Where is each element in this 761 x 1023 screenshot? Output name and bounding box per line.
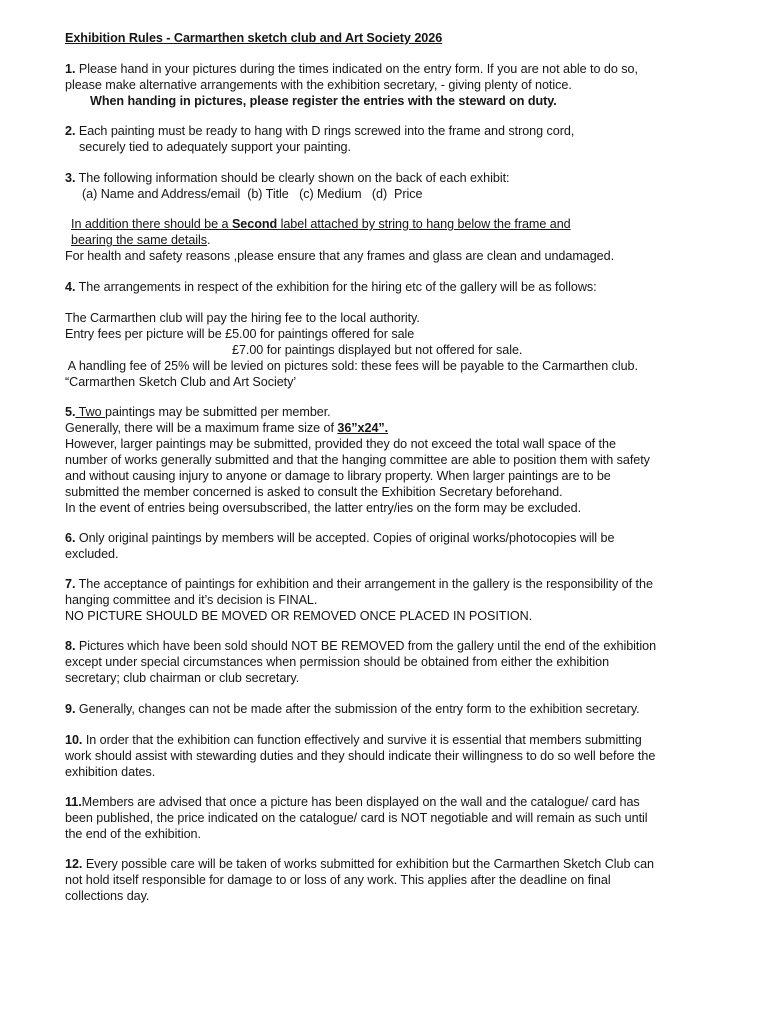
rule-number: 1. <box>65 62 76 76</box>
rule-text: the end of the exhibition. <box>65 827 201 841</box>
rule-number: 11. <box>65 795 82 809</box>
rule-text: Only original paintings by members will be accepted. Copies of original works/photocopies will be <box>78 531 615 545</box>
rule-text: paintings may be submitted per member. <box>105 405 331 419</box>
label-requirements: (a) Name and Address/email (b) Title (c) Medium (d) Price <box>82 187 423 201</box>
rule-text: been published, the price indicated on the catalogue/ card is NOT negotiable and will remain as such until <box>65 811 648 825</box>
rule-text: Please hand in your pictures during the times indicated on the entry form. If you are not able to do so, <box>78 62 638 76</box>
rule-number: 4. <box>65 280 76 294</box>
rule-text: In the event of entries being oversubscribed, the latter entry/ies on the form may be excluded. <box>65 501 582 515</box>
rule-number: 12. <box>65 857 83 871</box>
second-label-note: In addition there should be a Second label attached by string to hang below the frame and <box>71 217 571 231</box>
rule-number: 9. <box>65 702 76 716</box>
rule-text: hanging committee and it’s decision is FINAL. <box>65 593 318 607</box>
rule-text: please make alternative arrangements with the exhibition secretary, - giving plenty of notice. <box>65 78 572 92</box>
fee-detail: A handling fee of 25% will be levied on pictures sold: these fees will be payable to the Carmarthen club. <box>65 359 638 373</box>
rule-text: exhibition dates. <box>65 765 156 779</box>
document-title: Exhibition Rules - Carmarthen sketch club and Art Society 2026 <box>65 31 443 45</box>
rule-text: Generally, changes can not be made after the submission of the entry form to the exhibition secretary. <box>78 702 640 716</box>
rule-text: NO PICTURE SHOULD BE MOVED OR REMOVED ONCE PLACED IN POSITION. <box>65 609 533 623</box>
rule-text: The arrangements in respect of the exhibition for the hiring etc of the gallery will be as follows: <box>78 280 597 294</box>
second-label-note-cont: bearing the same details. <box>71 233 211 247</box>
rule-text: not hold itself responsible for damage to or loss of any work. This applies after the deadline on final <box>65 873 611 887</box>
rule-text: However, larger paintings may be submitted, provided they do not exceed the total wall space of the <box>65 437 616 451</box>
fee-detail: £7.00 for paintings displayed but not offered for sale. <box>232 343 523 357</box>
rule-text: secretary; club chairman or club secretary. <box>65 671 300 685</box>
rule-text: The following information should be clearly shown on the back of each exhibit: <box>78 171 510 185</box>
rule-text: and without causing injury to anyone or damage to library property. When larger paintings are to be <box>65 469 611 483</box>
fee-detail: The Carmarthen club will pay the hiring fee to the local authority. <box>65 311 420 325</box>
rule-text: collections day. <box>65 889 150 903</box>
rule-text: securely tied to adequately support your painting. <box>79 140 351 154</box>
rule-text: Pictures which have been sold should NOT BE REMOVED from the gallery until the end of the exhibition <box>78 639 657 653</box>
rule-number: 8. <box>65 639 76 653</box>
rule-text: work should assist with stewarding duties and they should indicate their willingness to do so well before the <box>65 749 656 763</box>
rule-number: 3. <box>65 171 76 185</box>
rule-text: submitted the member concerned is asked to consult the Exhibition Secretary beforehand. <box>65 485 563 499</box>
rule-text: except under special circumstances when permission should be obtained from either the exhibition <box>65 655 610 669</box>
max-frame-size: 36”x24”. <box>337 421 389 435</box>
rule-text: The acceptance of paintings for exhibition and their arrangement in the gallery is the responsibility of the <box>78 577 653 591</box>
rule-text: number of works generally submitted and that the hanging committee are able to position them with safety <box>65 453 650 467</box>
rule-number: 10. <box>65 733 83 747</box>
fee-detail: “Carmarthen Sketch Club and Art Society’ <box>65 375 297 389</box>
rule-number: 5. <box>65 405 76 419</box>
paintings-count: Two <box>75 405 106 419</box>
rule-number: 7. <box>65 577 76 591</box>
health-safety-note: For health and safety reasons ,please ensure that any frames and glass are clean and undamaged. <box>65 249 615 263</box>
rule-number: 6. <box>65 531 76 545</box>
rule-emphasis: When handing in pictures, please register the entries with the steward on duty. <box>90 94 557 108</box>
rule-number: 2. <box>65 124 76 138</box>
rule-text: Every possible care will be taken of works submitted for exhibition but the Carmarthen Sketch Club can <box>85 857 655 871</box>
rule-text: In order that the exhibition can function effectively and survive it is essential that members submitting <box>85 733 642 747</box>
rule-text: Members are advised that once a picture has been displayed on the wall and the catalogue/ card has <box>81 795 640 809</box>
rule-text: excluded. <box>65 547 119 561</box>
fee-detail: Entry fees per picture will be £5.00 for paintings offered for sale <box>65 327 415 341</box>
rule-text: Each painting must be ready to hang with D rings screwed into the frame and strong cord, <box>78 124 575 138</box>
